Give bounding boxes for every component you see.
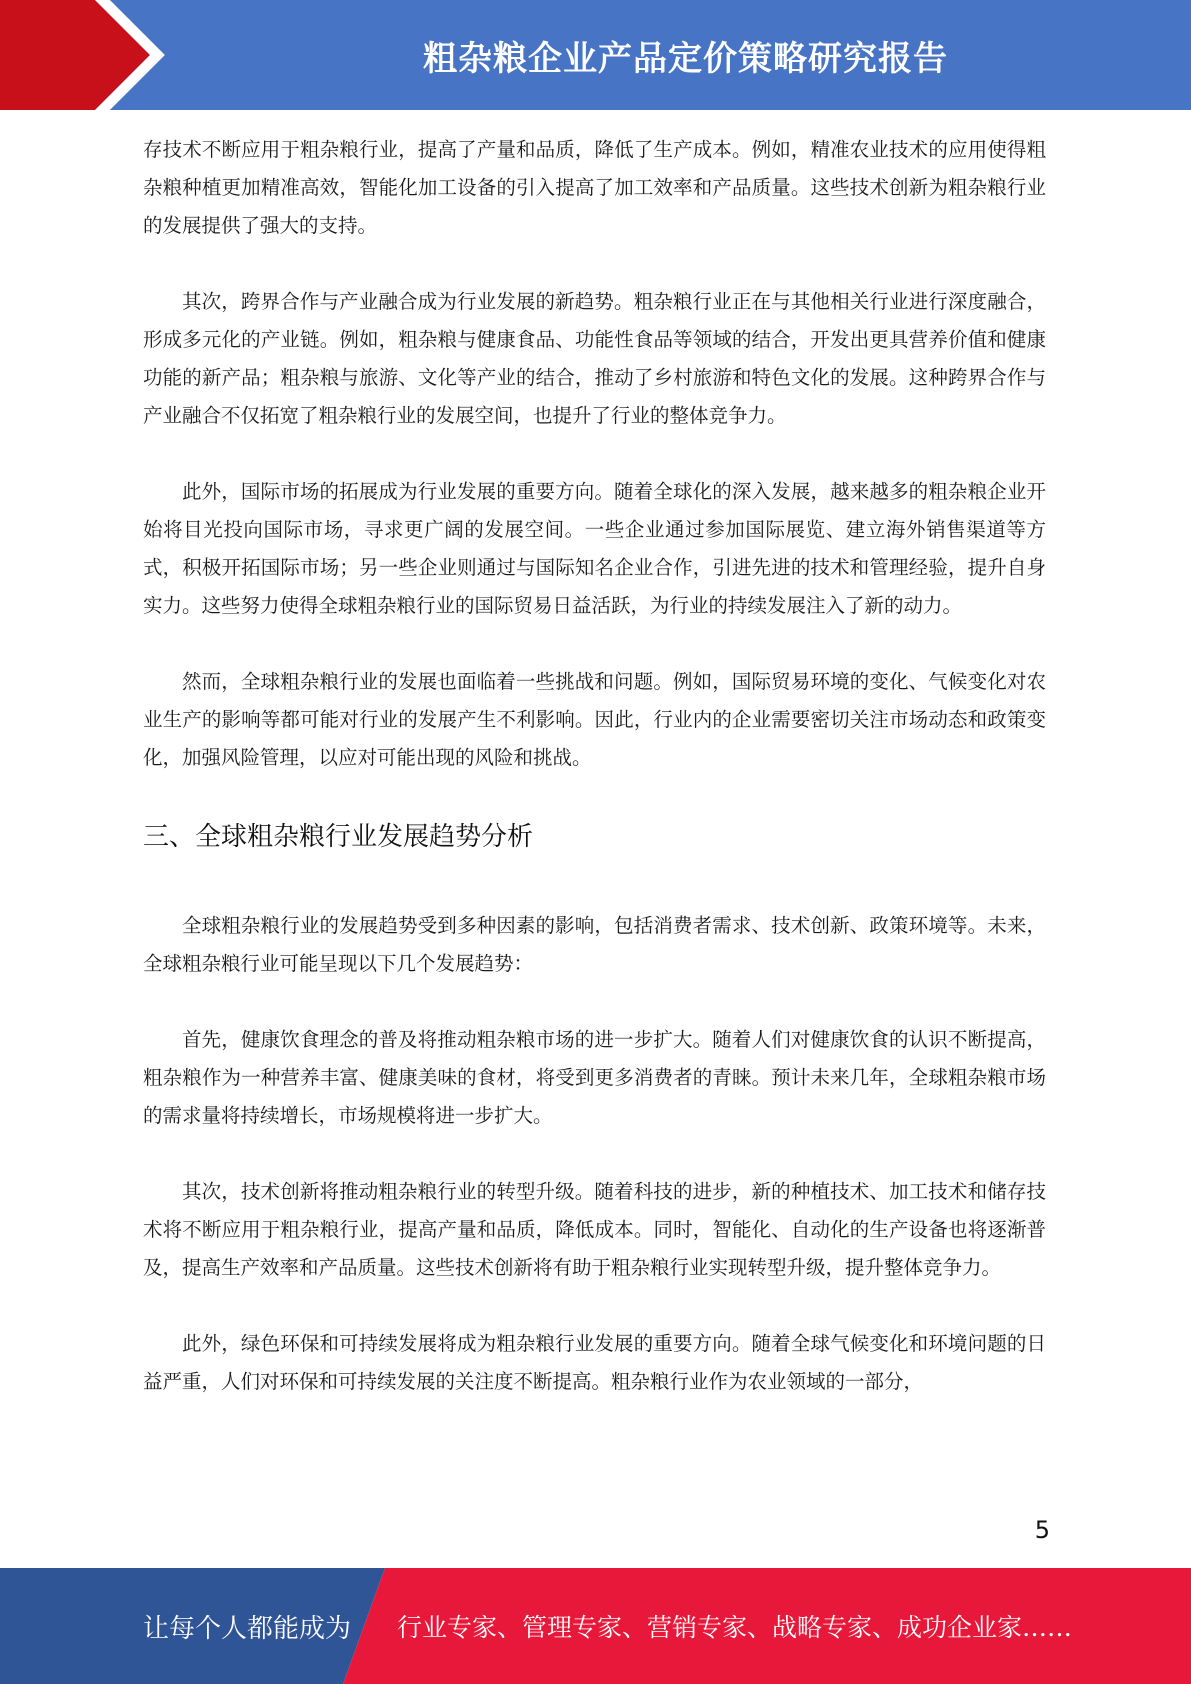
footer-slogan-right: 行业专家、管理专家、营销专家、战略专家、成功企业家…… <box>397 1613 1073 1642</box>
paragraph: 其次，技术创新将推动粗杂粮行业的转型升级。随着科技的进步，新的种植技术、加工技术和储存技术将不断应用于粗杂粮行业，提高产量和品质，降低成本。同时，智能化、自动化的生产设备也将逐渐普及，提高生产效率和产品质量。这些技术创新将有助于粗杂粮行业实现转型升级，提升整体竞争力。 <box>143 1180 1046 1279</box>
paragraph: 首先，健康饮食理念的普及将推动粗杂粮市场的进一步扩大。随着人们对健康饮食的认识不断提高，粗杂粮作为一种营养丰富、健康美味的食材，将受到更多消费者的青睐。预计未来几年，全球粗杂粮市场的需求量将持续增长，市场规模将进一步扩大。 <box>143 1028 1046 1127</box>
paragraph: 然而，全球粗杂粮行业的发展也面临着一些挑战和问题。例如，国际贸易环境的变化、气候变化对农业生产的影响等都可能对行业的发展产生不利影响。因此，行业内的企业需要密切关注市场动态和政策变化，加强风险管理，以应对可能出现的风险和挑战。 <box>143 670 1046 769</box>
section-heading: 三、全球粗杂粮行业发展趋势分析 <box>143 822 534 852</box>
page-number: 5 <box>1034 1516 1050 1544</box>
paragraph: 其次，跨界合作与产业融合成为行业发展的新趋势。粗杂粮行业正在与其他相关行业进行深度融合，形成多元化的产业链。例如，粗杂粮与健康食品、功能性食品等领域的结合，开发出更具营养价值和健康功能的新产品；粗杂粮与旅游、文化等产业的结合，推动了乡村旅游和特色文化的发展。这种跨界合作与产业融合不仅拓宽了粗杂粮行业的发展空间，也提升了行业的整体竞争力。 <box>143 290 1046 427</box>
paragraph: 存技术不断应用于粗杂粮行业，提高了产量和品质，降低了生产成本。例如，精准农业技术的应用使得粗杂粮种植更加精准高效，智能化加工设备的引入提高了加工效率和产品质量。这些技术创新为粗杂粮行业的发展提供了强大的支持。 <box>143 138 1046 237</box>
report-title: 粗杂粮企业产品定价策略研究报告 <box>423 38 948 79</box>
footer-slogan-left: 让每个人都能成为 <box>143 1613 352 1644</box>
page-footer <box>0 1568 1191 1684</box>
document-body <box>143 131 1046 1401</box>
paragraph: 全球粗杂粮行业的发展趋势受到多种因素的影响，包括消费者需求、技术创新、政策环境等。未来，全球粗杂粮行业可能呈现以下几个发展趋势： <box>143 914 1046 975</box>
paragraph: 此外，国际市场的拓展成为行业发展的重要方向。随着全球化的深入发展，越来越多的粗杂粮企业开始将目光投向国际市场，寻求更广阔的发展空间。一些企业通过参加国际展览、建立海外销售渠道等方式，积极开拓国际市场；另一些企业则通过与国际知名企业合作，引进先进的技术和管理经验，提升自身实力。这些努力使得全球粗杂粮行业的国际贸易日益活跃，为行业的持续发展注入了新的动力。 <box>143 480 1046 617</box>
paragraph: 此外，绿色环保和可持续发展将成为粗杂粮行业发展的重要方向。随着全球气候变化和环境问题的日益严重，人们对环保和可持续发展的关注度不断提高。粗杂粮行业作为农业领域的一部分， <box>143 1332 1046 1393</box>
page-header <box>0 0 1191 110</box>
